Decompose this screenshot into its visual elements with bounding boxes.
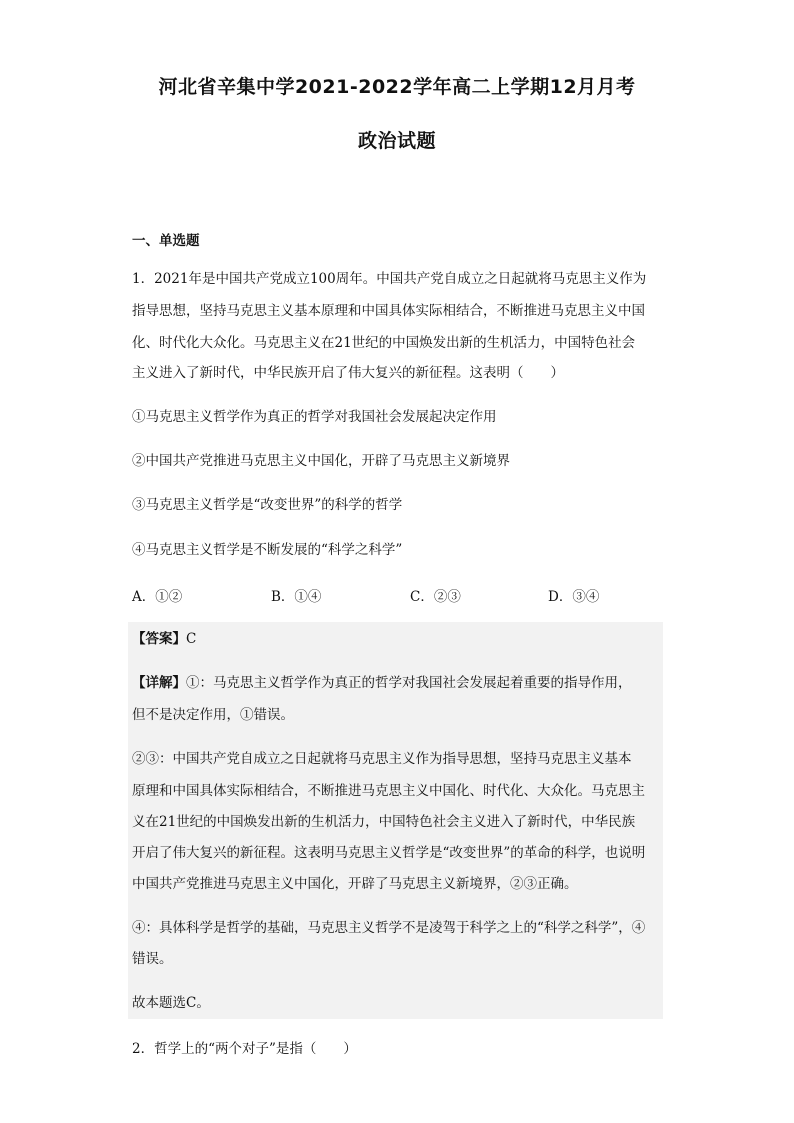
page-title: 河北省辛集中学2021-2022学年高二上学期12月月考	[158, 76, 636, 98]
question1-stem-line: 化、时代化大众化。马克思主义在21世纪的中国焕发出新的生机活力，中国特色社会	[132, 335, 636, 351]
section-heading: 一、单选题	[132, 233, 200, 249]
conclusion-line: 故本题选C。	[132, 995, 210, 1011]
question1-stem-line: 指导思想，坚持马克思主义基本原理和中国具体实际相结合，不断推进马克思主义中国	[132, 303, 645, 319]
statement-1: ①马克思主义哲学作为真正的哲学对我国社会发展起决定作用	[132, 409, 497, 425]
option-d: D．③④	[548, 589, 600, 605]
answer-label: 【答案】	[132, 631, 186, 647]
option-c: C．②③	[410, 589, 461, 605]
page-subtitle: 政治试题	[357, 130, 436, 152]
detail-line	[132, 674, 632, 692]
question2-stem: 2．哲学上的“两个对子”是指（ ）	[132, 1041, 357, 1057]
detail-text: ①：马克思主义哲学作为真正的哲学对我国社会发展起着重要的指导作用，	[186, 675, 632, 691]
option-b: B．①④	[271, 589, 322, 605]
answer-line	[132, 630, 196, 648]
detail-line: 错误。	[132, 951, 173, 967]
statement-3: ③马克思主义哲学是“改变世界”的科学的哲学	[132, 497, 403, 513]
statement-4: ④马克思主义哲学是不断发展的“科学之科学”	[132, 542, 403, 558]
detail-line: 原理和中国具体实际相结合，不断推进马克思主义中国化、时代化、大众化。马克思主	[132, 783, 645, 799]
answer-value: C	[186, 631, 197, 647]
statement-2: ②中国共产党推进马克思主义中国化，开辟了马克思主义新境界	[132, 453, 510, 469]
answer-explanation-box	[128, 622, 663, 1019]
detail-line: 开启了伟大复兴的新征程。这表明马克思主义哲学是“改变世界”的革命的科学，也说明	[132, 845, 646, 861]
detail-line: ④：具体科学是哲学的基础，马克思主义哲学不是凌驾于科学之上的“科学之科学”，④	[132, 920, 646, 936]
question1-stem-line: 主义进入了新时代，中华民族开启了伟大复兴的新征程。这表明（ ）	[132, 365, 564, 381]
option-a: A．①②	[132, 589, 183, 605]
detail-label: 【详解】	[132, 675, 186, 691]
detail-line: ②③：中国共产党自成立之日起就将马克思主义作为指导思想，坚持马克思主义基本	[132, 751, 632, 767]
detail-line: 义在21世纪的中国焕发出新的生机活力，中国特色社会主义进入了新时代，中华民族	[132, 814, 636, 830]
detail-line: 但不是决定作用，①错误。	[132, 707, 294, 723]
detail-line: 中国共产党推进马克思主义中国化，开辟了马克思主义新境界，②③正确。	[132, 876, 578, 892]
question1-stem-line: 1．2021年是中国共产党成立100周年。中国共产党自成立之日起就将马克思主义作为	[132, 271, 647, 287]
